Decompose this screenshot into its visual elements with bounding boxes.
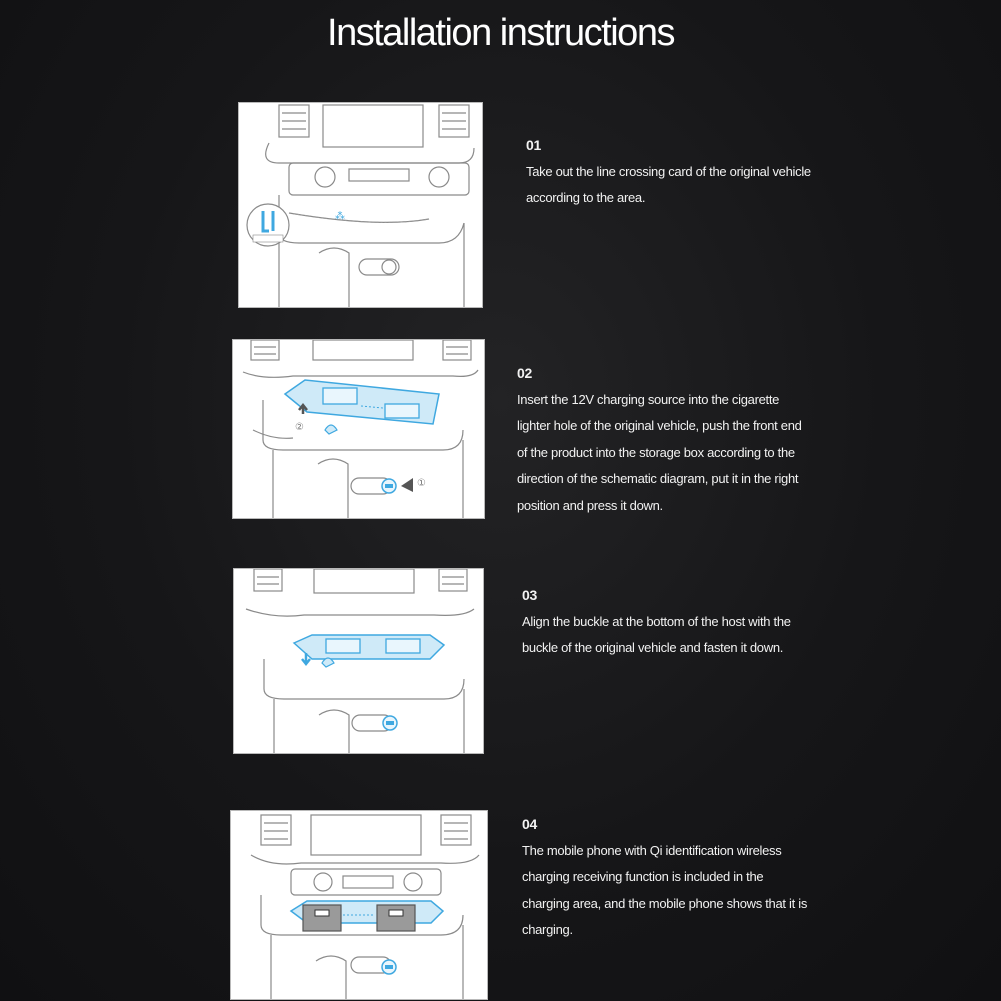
step-1-diagram (238, 102, 483, 308)
svg-text:⁂: ⁂ (335, 211, 345, 222)
step-2-text (517, 360, 807, 519)
step-1-text (526, 132, 816, 212)
step-4-description: The mobile phone with Qi identification wireless charging receiving function is included in the charging area, and the mobile phone shows that it is charging. (522, 842, 808, 937)
step-2-description: Insert the 12V charging source into the cigarette lighter hole of the original vehicle, push the front end of the product into the storage box according to the direction of the schematic diagram, put it in the right position and press it down. (517, 391, 802, 513)
step-3-number: 03 (522, 587, 537, 603)
step-2-number: 02 (517, 365, 532, 381)
step-3-text (522, 582, 812, 662)
step-4-diagram (230, 810, 488, 1000)
step-3-description: Align the buckle at the bottom of the host with the buckle of the original vehicle and fasten it down. (522, 613, 791, 655)
page-title: Installation instructions (327, 12, 674, 54)
dashboard-illustration-2 (233, 340, 484, 518)
dashboard-illustration-1 (239, 103, 482, 307)
dashboard-illustration-4 (231, 811, 487, 999)
step-3-diagram (233, 568, 484, 754)
step-4-number: 04 (522, 816, 537, 832)
step-4-text (522, 811, 812, 944)
dashboard-illustration-3 (234, 569, 483, 753)
step-1-description: Take out the line crossing card of the original vehicle according to the area. (526, 163, 811, 205)
step-2-diagram (232, 339, 485, 519)
marker-1: ① (417, 478, 426, 489)
marker-2: ② (295, 422, 304, 433)
step-1-number: 01 (526, 137, 541, 153)
